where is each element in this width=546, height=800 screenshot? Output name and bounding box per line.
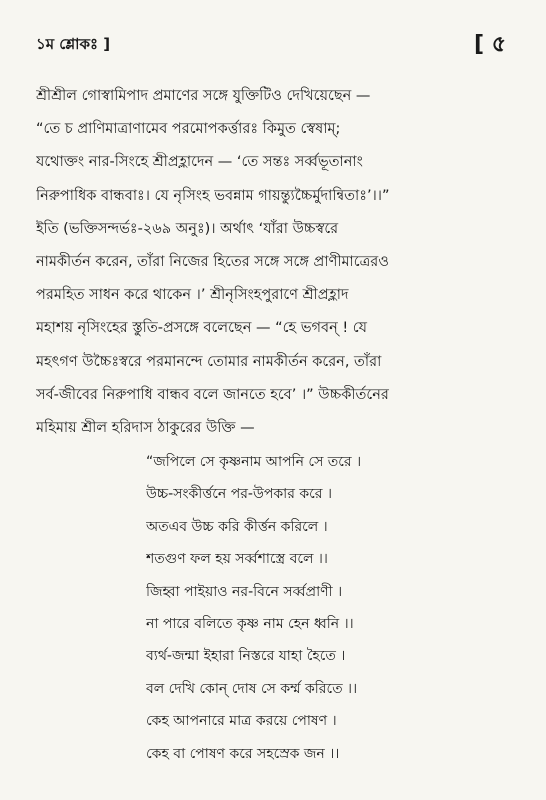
- verse-line: “জপিলে সে কৃষ্ণনাম আপনি সে তরে ।: [146, 454, 362, 470]
- prose-paragraph: [36, 80, 512, 445]
- paragraph-line: সর্ব-জীবের নিরুপাধি বান্ধব বলে জানতে হবে’ ।” উচ্চকীর্তনের: [36, 386, 389, 403]
- paragraph-line: নামকীর্তন করেন, তাঁরা নিজের হিতের সঙ্গে সঙ্গে প্রাণীমাত্রেরও: [36, 254, 389, 271]
- paragraph-line: মহিমায় শ্রীল হরিদাস ঠাকুরের উক্তি —: [36, 420, 255, 437]
- verse-block: [146, 446, 526, 770]
- paragraph-line: যথোক্তং নার-সিংহে শ্রীপ্রহ্লাদেন — ‘তে সন্তঃ সর্ব্বভূতানাং: [36, 154, 363, 171]
- verse-line: ব্যর্থ-জন্মা ইহারা নিস্তরে যাহা হৈতে ।: [146, 648, 346, 665]
- verse-line: জিহ্বা পাইয়াও নর-বিনে সর্ব্বপ্রাণী ।: [146, 583, 343, 600]
- paragraph-line: মহৎগণ উচ্চৈঃস্বরে পরমানন্দে তোমার নামকীর্তন করেন, তাঁরা: [36, 353, 382, 370]
- paragraph-line: ইতি (ভক্তিসন্দর্ভঃ-২৬৯ অনুঃ)। অর্থাৎ ‘যাঁরা উচ্চস্বরে: [36, 220, 339, 237]
- page-header: [36, 30, 506, 60]
- page-number: [ ৫: [474, 31, 506, 57]
- paragraph-line: “তে চ প্রাণিমাত্রাণামেব পরমোপকর্ত্তারঃ কিমুত স্বেষাম্;: [36, 121, 341, 138]
- verse-line: না পারে বলিতে কৃষ্ণ নাম হেন ধ্বনি ।।: [146, 616, 354, 633]
- paragraph-line: শ্রীশ্রীল গোস্বামিপাদ প্রমাণের সঙ্গে যুক্তিটিও দেখিয়েছেন —: [36, 88, 371, 104]
- verse-line: উচ্চ-সংকীর্ত্তনে পর-উপকার করে ।: [146, 486, 332, 503]
- section-label: ১ম শ্লোকঃ ]: [36, 34, 111, 53]
- verse-line: কেহ বা পোষণ করে সহস্রেক জন ।।: [146, 745, 340, 762]
- paragraph-line: মহাশয় নৃসিংহের স্তুতি-প্রসঙ্গে বলেছেন — “হে ভগবন্ ! যে: [36, 320, 368, 337]
- paragraph-line: পরমহিত সাধন করে থাকেন ।’ শ্রীনৃসিংহপুরাণে শ্রীপ্রহ্লাদ: [36, 287, 349, 304]
- verse-line: বল দেখি কোন্ দোষ সে কর্ম্ম করিতে ।।: [146, 680, 358, 697]
- verse-line: অতএব উচ্চ করি কীর্ত্তন করিলে ।: [146, 518, 328, 535]
- verse-line: শতগুণ ফল হয় সর্ব্বশাস্ত্রে বলে ।।: [146, 551, 328, 568]
- verse-line: কেহ আপনারে মাত্র করয়ে পোষণ ।: [146, 713, 337, 730]
- paragraph-line: নিরুপাধিক বান্ধবাঃ। যে নৃসিংহ ভবন্নাম গায়ন্ত্যুচ্চৈর্মুদান্বিতাঃ’।।”: [36, 187, 390, 204]
